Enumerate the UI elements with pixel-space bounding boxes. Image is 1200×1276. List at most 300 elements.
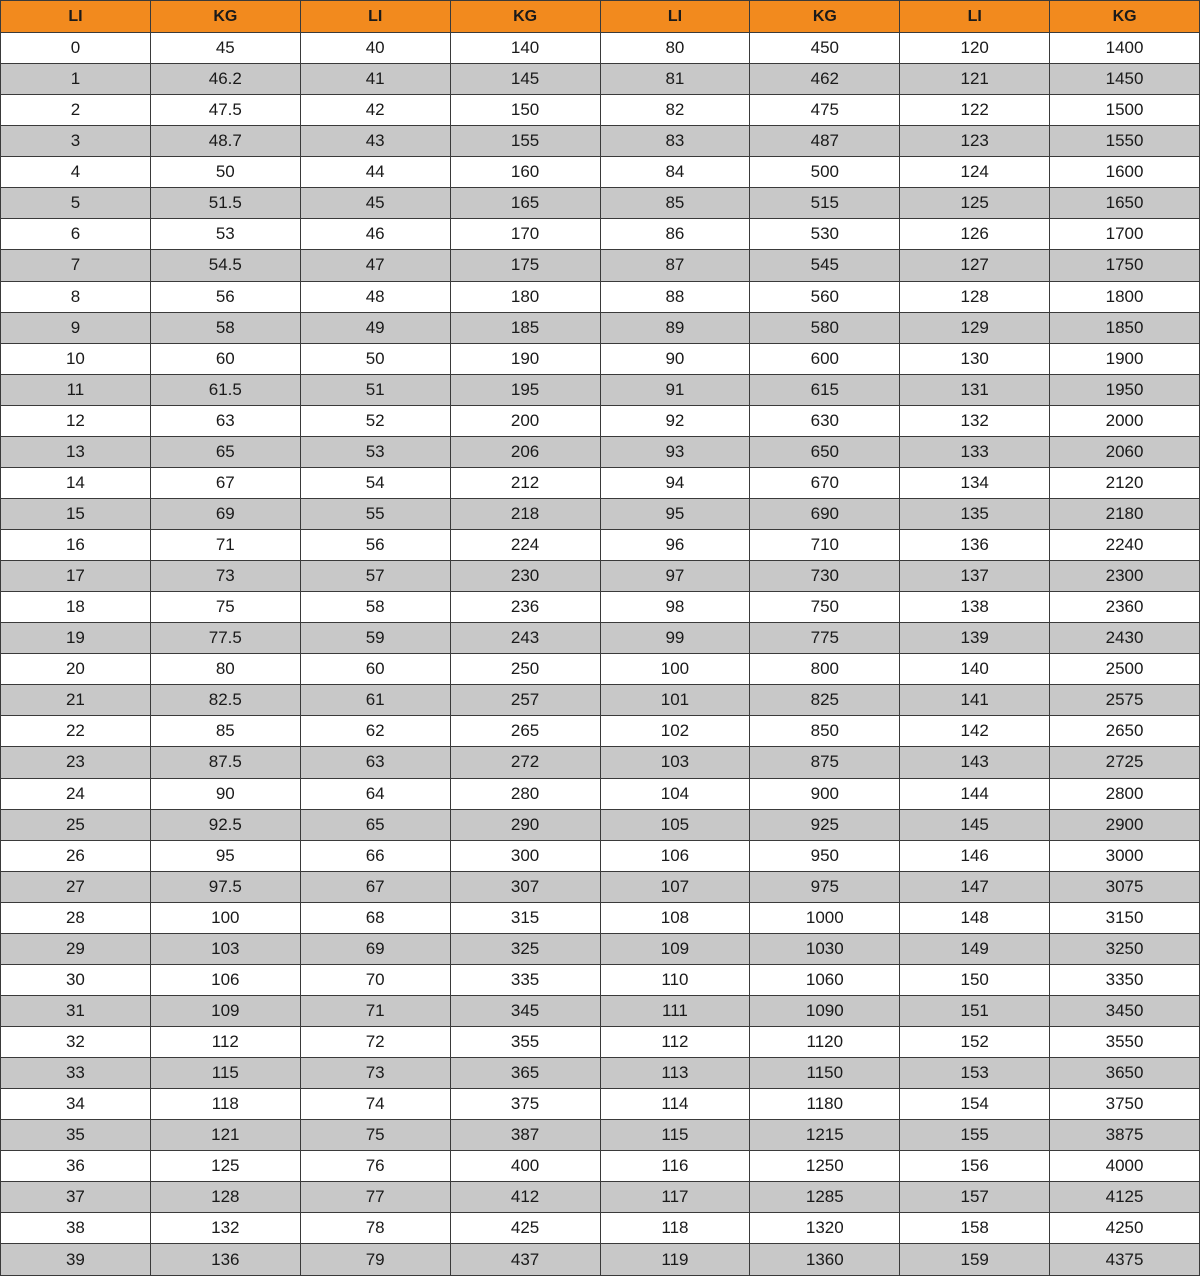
kg-cell: 200: [450, 405, 600, 436]
kg-cell: 2000: [1050, 405, 1200, 436]
li-cell: 128: [900, 281, 1050, 312]
li-cell: 147: [900, 871, 1050, 902]
kg-cell: 3350: [1050, 964, 1200, 995]
li-cell: 148: [900, 902, 1050, 933]
kg-cell: 530: [750, 219, 900, 250]
kg-cell: 115: [150, 1058, 300, 1089]
kg-cell: 325: [450, 933, 600, 964]
li-cell: 59: [300, 623, 450, 654]
kg-cell: 165: [450, 188, 600, 219]
li-cell: 60: [300, 654, 450, 685]
li-cell: 136: [900, 530, 1050, 561]
kg-cell: 69: [150, 498, 300, 529]
kg-cell: 615: [750, 374, 900, 405]
kg-cell: 155: [450, 126, 600, 157]
table-row: [1, 405, 1200, 436]
kg-cell: 850: [750, 716, 900, 747]
kg-cell: 190: [450, 343, 600, 374]
li-cell: 5: [1, 188, 151, 219]
li-cell: 47: [300, 250, 450, 281]
kg-cell: 56: [150, 281, 300, 312]
table-row: [1, 809, 1200, 840]
kg-cell: 77.5: [150, 623, 300, 654]
li-cell: 107: [600, 871, 750, 902]
li-cell: 4: [1, 157, 151, 188]
li-cell: 14: [1, 467, 151, 498]
li-cell: 71: [300, 995, 450, 1026]
kg-cell: 95: [150, 840, 300, 871]
table-row: [1, 995, 1200, 1026]
kg-cell: 1250: [750, 1151, 900, 1182]
table-row: [1, 685, 1200, 716]
li-cell: 62: [300, 716, 450, 747]
kg-cell: 82.5: [150, 685, 300, 716]
li-cell: 94: [600, 467, 750, 498]
li-cell: 30: [1, 964, 151, 995]
kg-cell: 1120: [750, 1027, 900, 1058]
li-cell: 83: [600, 126, 750, 157]
li-cell: 55: [300, 498, 450, 529]
kg-cell: 1600: [1050, 157, 1200, 188]
header-li: LI: [600, 1, 750, 33]
li-cell: 48: [300, 281, 450, 312]
kg-cell: 560: [750, 281, 900, 312]
table-row: [1, 778, 1200, 809]
li-cell: 9: [1, 312, 151, 343]
table-row: [1, 1058, 1200, 1089]
li-cell: 65: [300, 809, 450, 840]
li-cell: 49: [300, 312, 450, 343]
table-row: [1, 933, 1200, 964]
kg-cell: 1180: [750, 1089, 900, 1120]
li-cell: 144: [900, 778, 1050, 809]
kg-cell: 2725: [1050, 747, 1200, 778]
li-cell: 114: [600, 1089, 750, 1120]
kg-cell: 710: [750, 530, 900, 561]
table-row: [1, 1089, 1200, 1120]
li-cell: 76: [300, 1151, 450, 1182]
li-cell: 92: [600, 405, 750, 436]
li-cell: 68: [300, 902, 450, 933]
li-cell: 25: [1, 809, 151, 840]
li-cell: 43: [300, 126, 450, 157]
table-row: [1, 188, 1200, 219]
li-cell: 32: [1, 1027, 151, 1058]
kg-cell: 300: [450, 840, 600, 871]
table-row: [1, 623, 1200, 654]
table-row: [1, 530, 1200, 561]
kg-cell: 80: [150, 654, 300, 685]
table-row: [1, 126, 1200, 157]
li-cell: 152: [900, 1027, 1050, 1058]
li-cell: 37: [1, 1182, 151, 1213]
li-cell: 69: [300, 933, 450, 964]
header-li: LI: [300, 1, 450, 33]
li-cell: 129: [900, 312, 1050, 343]
table-row: [1, 654, 1200, 685]
li-cell: 58: [300, 592, 450, 623]
li-cell: 124: [900, 157, 1050, 188]
li-cell: 82: [600, 95, 750, 126]
li-cell: 77: [300, 1182, 450, 1213]
li-cell: 153: [900, 1058, 1050, 1089]
kg-cell: 545: [750, 250, 900, 281]
kg-cell: 1000: [750, 902, 900, 933]
kg-cell: 73: [150, 561, 300, 592]
li-cell: 113: [600, 1058, 750, 1089]
li-cell: 63: [300, 747, 450, 778]
li-cell: 38: [1, 1213, 151, 1244]
li-cell: 53: [300, 436, 450, 467]
table-row: [1, 64, 1200, 95]
kg-cell: 900: [750, 778, 900, 809]
kg-cell: 46.2: [150, 64, 300, 95]
kg-cell: 515: [750, 188, 900, 219]
li-cell: 10: [1, 343, 151, 374]
li-cell: 99: [600, 623, 750, 654]
li-cell: 70: [300, 964, 450, 995]
kg-cell: 54.5: [150, 250, 300, 281]
kg-cell: 109: [150, 995, 300, 1026]
li-cell: 78: [300, 1213, 450, 1244]
li-cell: 45: [300, 188, 450, 219]
li-cell: 46: [300, 219, 450, 250]
kg-cell: 180: [450, 281, 600, 312]
kg-cell: 345: [450, 995, 600, 1026]
kg-cell: 230: [450, 561, 600, 592]
li-cell: 36: [1, 1151, 151, 1182]
table-row: [1, 1120, 1200, 1151]
li-cell: 90: [600, 343, 750, 374]
li-cell: 149: [900, 933, 1050, 964]
li-cell: 80: [600, 33, 750, 64]
kg-cell: 4000: [1050, 1151, 1200, 1182]
kg-cell: 2300: [1050, 561, 1200, 592]
kg-cell: 3250: [1050, 933, 1200, 964]
kg-cell: 925: [750, 809, 900, 840]
li-cell: 116: [600, 1151, 750, 1182]
li-cell: 2: [1, 95, 151, 126]
kg-cell: 87.5: [150, 747, 300, 778]
li-cell: 109: [600, 933, 750, 964]
kg-cell: 67: [150, 467, 300, 498]
kg-cell: 257: [450, 685, 600, 716]
header-li: LI: [900, 1, 1050, 33]
li-cell: 143: [900, 747, 1050, 778]
li-cell: 140: [900, 654, 1050, 685]
kg-cell: 1800: [1050, 281, 1200, 312]
li-cell: 31: [1, 995, 151, 1026]
kg-cell: 100: [150, 902, 300, 933]
li-cell: 24: [1, 778, 151, 809]
kg-cell: 375: [450, 1089, 600, 1120]
li-cell: 141: [900, 685, 1050, 716]
kg-cell: 825: [750, 685, 900, 716]
li-cell: 121: [900, 64, 1050, 95]
header-row: [1, 1, 1200, 33]
li-cell: 93: [600, 436, 750, 467]
li-cell: 86: [600, 219, 750, 250]
kg-cell: 3650: [1050, 1058, 1200, 1089]
li-cell: 112: [600, 1027, 750, 1058]
li-cell: 87: [600, 250, 750, 281]
kg-cell: 875: [750, 747, 900, 778]
li-cell: 61: [300, 685, 450, 716]
li-cell: 108: [600, 902, 750, 933]
kg-cell: 730: [750, 561, 900, 592]
li-cell: 110: [600, 964, 750, 995]
kg-cell: 425: [450, 1213, 600, 1244]
li-cell: 88: [600, 281, 750, 312]
kg-cell: 450: [750, 33, 900, 64]
li-cell: 155: [900, 1120, 1050, 1151]
kg-cell: 2500: [1050, 654, 1200, 685]
kg-cell: 1750: [1050, 250, 1200, 281]
li-cell: 12: [1, 405, 151, 436]
kg-cell: 3550: [1050, 1027, 1200, 1058]
li-cell: 15: [1, 498, 151, 529]
kg-cell: 272: [450, 747, 600, 778]
table-row: [1, 592, 1200, 623]
kg-cell: 118: [150, 1089, 300, 1120]
kg-cell: 243: [450, 623, 600, 654]
kg-cell: 45: [150, 33, 300, 64]
kg-cell: 2430: [1050, 623, 1200, 654]
table-row: [1, 1182, 1200, 1213]
kg-cell: 650: [750, 436, 900, 467]
kg-cell: 2800: [1050, 778, 1200, 809]
li-cell: 117: [600, 1182, 750, 1213]
li-cell: 56: [300, 530, 450, 561]
li-cell: 33: [1, 1058, 151, 1089]
li-cell: 133: [900, 436, 1050, 467]
kg-cell: 307: [450, 871, 600, 902]
li-cell: 135: [900, 498, 1050, 529]
kg-cell: 2180: [1050, 498, 1200, 529]
kg-cell: 670: [750, 467, 900, 498]
li-cell: 21: [1, 685, 151, 716]
li-cell: 6: [1, 219, 151, 250]
li-cell: 120: [900, 33, 1050, 64]
li-cell: 66: [300, 840, 450, 871]
li-cell: 91: [600, 374, 750, 405]
kg-cell: 365: [450, 1058, 600, 1089]
table-row: [1, 343, 1200, 374]
li-cell: 137: [900, 561, 1050, 592]
li-cell: 95: [600, 498, 750, 529]
li-cell: 158: [900, 1213, 1050, 1244]
kg-cell: 315: [450, 902, 600, 933]
kg-cell: 2900: [1050, 809, 1200, 840]
table-row: [1, 436, 1200, 467]
kg-cell: 3075: [1050, 871, 1200, 902]
li-cell: 13: [1, 436, 151, 467]
li-cell: 85: [600, 188, 750, 219]
kg-cell: 90: [150, 778, 300, 809]
table-row: [1, 467, 1200, 498]
li-cell: 142: [900, 716, 1050, 747]
kg-cell: 170: [450, 219, 600, 250]
li-cell: 123: [900, 126, 1050, 157]
li-cell: 7: [1, 250, 151, 281]
li-cell: 115: [600, 1120, 750, 1151]
li-cell: 27: [1, 871, 151, 902]
kg-cell: 125: [150, 1151, 300, 1182]
kg-cell: 280: [450, 778, 600, 809]
kg-cell: 387: [450, 1120, 600, 1151]
li-cell: 134: [900, 467, 1050, 498]
table-row: [1, 561, 1200, 592]
header-kg: KG: [450, 1, 600, 33]
kg-cell: 1900: [1050, 343, 1200, 374]
kg-cell: 2650: [1050, 716, 1200, 747]
li-cell: 106: [600, 840, 750, 871]
kg-cell: 265: [450, 716, 600, 747]
kg-cell: 51.5: [150, 188, 300, 219]
li-cell: 54: [300, 467, 450, 498]
kg-cell: 63: [150, 405, 300, 436]
li-cell: 1: [1, 64, 151, 95]
kg-cell: 950: [750, 840, 900, 871]
kg-cell: 1500: [1050, 95, 1200, 126]
li-cell: 157: [900, 1182, 1050, 1213]
li-cell: 28: [1, 902, 151, 933]
li-cell: 3: [1, 126, 151, 157]
kg-cell: 3150: [1050, 902, 1200, 933]
li-cell: 75: [300, 1120, 450, 1151]
kg-cell: 206: [450, 436, 600, 467]
li-cell: 18: [1, 592, 151, 623]
li-cell: 122: [900, 95, 1050, 126]
header-kg: KG: [1050, 1, 1200, 33]
header-li: LI: [1, 1, 151, 33]
li-cell: 145: [900, 809, 1050, 840]
table-row: [1, 95, 1200, 126]
li-cell: 26: [1, 840, 151, 871]
kg-cell: 85: [150, 716, 300, 747]
li-cell: 79: [300, 1244, 450, 1276]
li-cell: 127: [900, 250, 1050, 281]
kg-cell: 60: [150, 343, 300, 374]
kg-cell: 400: [450, 1151, 600, 1182]
kg-cell: 975: [750, 871, 900, 902]
kg-cell: 462: [750, 64, 900, 95]
kg-cell: 4250: [1050, 1213, 1200, 1244]
li-cell: 98: [600, 592, 750, 623]
header-kg: KG: [150, 1, 300, 33]
li-cell: 11: [1, 374, 151, 405]
li-cell: 52: [300, 405, 450, 436]
li-cell: 132: [900, 405, 1050, 436]
kg-cell: 4375: [1050, 1244, 1200, 1276]
table-row: [1, 157, 1200, 188]
li-cell: 22: [1, 716, 151, 747]
li-cell: 97: [600, 561, 750, 592]
kg-cell: 48.7: [150, 126, 300, 157]
li-cell: 84: [600, 157, 750, 188]
li-cell: 23: [1, 747, 151, 778]
kg-cell: 106: [150, 964, 300, 995]
table-row: [1, 1027, 1200, 1058]
li-cell: 19: [1, 623, 151, 654]
li-cell: 126: [900, 219, 1050, 250]
kg-cell: 1450: [1050, 64, 1200, 95]
kg-cell: 580: [750, 312, 900, 343]
li-cell: 130: [900, 343, 1050, 374]
kg-cell: 1360: [750, 1244, 900, 1276]
table-row: [1, 374, 1200, 405]
table-row: [1, 498, 1200, 529]
li-cell: 74: [300, 1089, 450, 1120]
kg-cell: 50: [150, 157, 300, 188]
li-cell: 150: [900, 964, 1050, 995]
kg-cell: 212: [450, 467, 600, 498]
kg-cell: 128: [150, 1182, 300, 1213]
kg-cell: 1950: [1050, 374, 1200, 405]
li-cell: 159: [900, 1244, 1050, 1276]
li-cell: 119: [600, 1244, 750, 1276]
li-cell: 44: [300, 157, 450, 188]
kg-cell: 2120: [1050, 467, 1200, 498]
kg-cell: 236: [450, 592, 600, 623]
li-cell: 125: [900, 188, 1050, 219]
kg-cell: 218: [450, 498, 600, 529]
li-cell: 67: [300, 871, 450, 902]
li-cell: 20: [1, 654, 151, 685]
kg-cell: 71: [150, 530, 300, 561]
kg-cell: 224: [450, 530, 600, 561]
kg-cell: 121: [150, 1120, 300, 1151]
table-body: [1, 33, 1200, 1276]
kg-cell: 500: [750, 157, 900, 188]
li-cell: 42: [300, 95, 450, 126]
kg-cell: 335: [450, 964, 600, 995]
kg-cell: 1850: [1050, 312, 1200, 343]
li-cell: 139: [900, 623, 1050, 654]
table-row: [1, 1151, 1200, 1182]
kg-cell: 412: [450, 1182, 600, 1213]
kg-cell: 97.5: [150, 871, 300, 902]
kg-cell: 690: [750, 498, 900, 529]
kg-cell: 1150: [750, 1058, 900, 1089]
table-row: [1, 716, 1200, 747]
table-row: [1, 902, 1200, 933]
li-cell: 50: [300, 343, 450, 374]
kg-cell: 1650: [1050, 188, 1200, 219]
table-row: [1, 250, 1200, 281]
kg-cell: 1030: [750, 933, 900, 964]
li-cell: 102: [600, 716, 750, 747]
li-cell: 17: [1, 561, 151, 592]
kg-cell: 175: [450, 250, 600, 281]
li-cell: 57: [300, 561, 450, 592]
kg-cell: 437: [450, 1244, 600, 1276]
li-cell: 131: [900, 374, 1050, 405]
li-cell: 118: [600, 1213, 750, 1244]
li-cell: 151: [900, 995, 1050, 1026]
kg-cell: 487: [750, 126, 900, 157]
li-cell: 111: [600, 995, 750, 1026]
kg-cell: 145: [450, 64, 600, 95]
kg-cell: 75: [150, 592, 300, 623]
kg-cell: 140: [450, 33, 600, 64]
table-row: [1, 747, 1200, 778]
table-row: [1, 1213, 1200, 1244]
kg-cell: 58: [150, 312, 300, 343]
li-cell: 8: [1, 281, 151, 312]
li-cell: 101: [600, 685, 750, 716]
table-row: [1, 1244, 1200, 1276]
